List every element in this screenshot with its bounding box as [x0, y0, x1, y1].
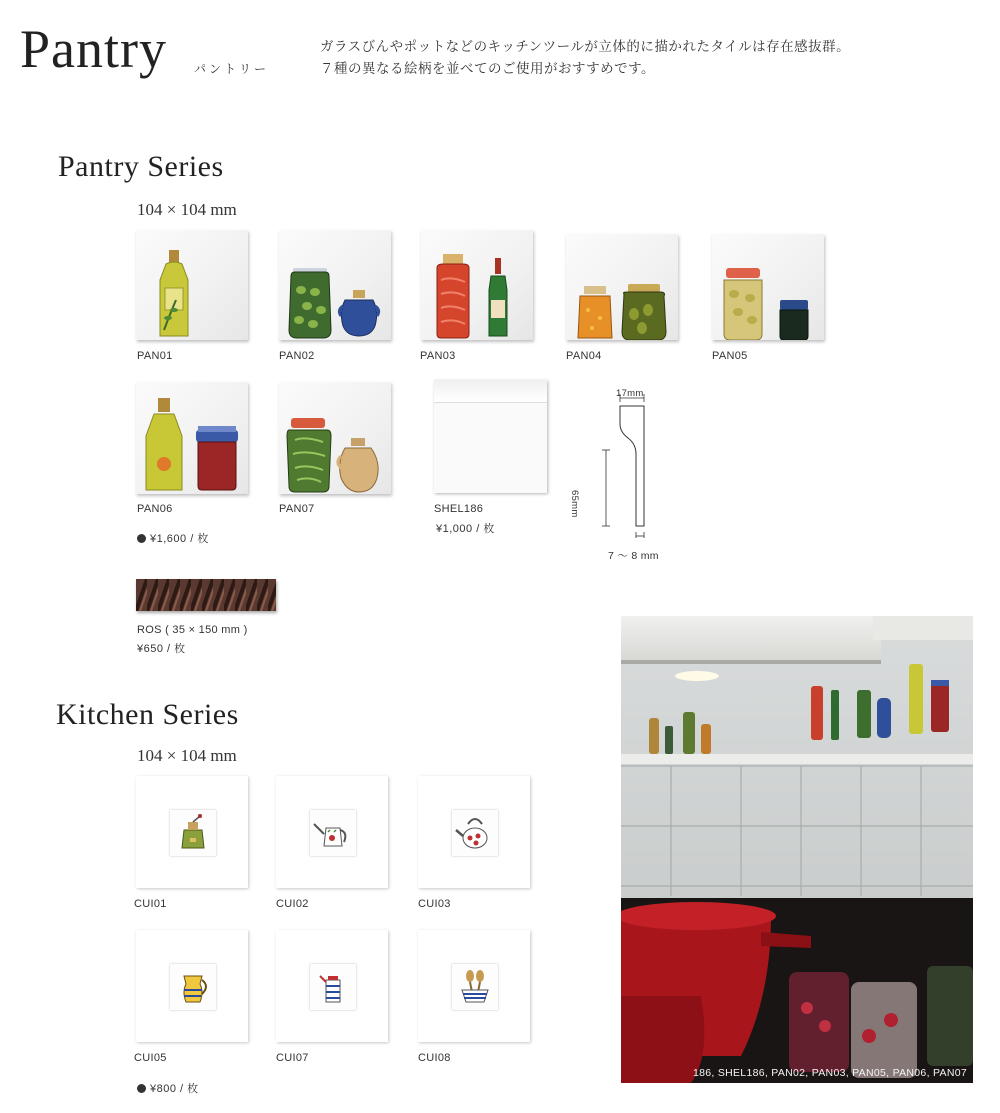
jar-and-urn-icon — [279, 382, 391, 494]
watering-can-icon — [310, 810, 356, 856]
tile-cui07[interactable] — [276, 930, 388, 1042]
intro-line-1: ガラスびんやポットなどのキッチンツールが立体的に描かれたタイルは存在感抜群。 — [320, 39, 851, 54]
shelf-price: ¥1,000 / 枚 — [436, 523, 495, 535]
tile-cui03[interactable] — [418, 776, 530, 888]
tile-code: CUI07 — [276, 1052, 309, 1064]
rope-pattern-icon — [136, 579, 276, 611]
olive-jar-and-pot-icon — [279, 230, 391, 340]
shelf-profile-diagram — [586, 388, 676, 538]
installation-photo — [621, 616, 973, 1083]
kitchen-price-text: ¥800 / 枚 — [150, 1083, 199, 1095]
intro-line-2: ７種の異なる絵柄を並べてのご使用がおすすめです。 — [320, 61, 656, 76]
profile-height-label: 65mm — [569, 490, 580, 518]
bullet-icon — [137, 1084, 146, 1093]
pantry-price-text: ¥1,600 / 枚 — [150, 533, 209, 545]
kettle-icon — [452, 810, 498, 856]
coffee-grinder-icon — [170, 810, 216, 856]
tile-code: PAN05 — [712, 350, 748, 362]
tile-code: CUI02 — [276, 898, 309, 910]
tile-code: PAN07 — [279, 503, 315, 515]
tile-cui08[interactable] — [418, 930, 530, 1042]
pepper-jar-and-sauce-icon — [421, 230, 533, 340]
tile-pan05[interactable] — [712, 234, 824, 340]
tile-code: CUI01 — [134, 898, 167, 910]
cui07-motif — [310, 964, 356, 1010]
kitchen-scene-illustration — [621, 616, 973, 1083]
shelf-lip — [434, 380, 547, 403]
tile-code: PAN06 — [137, 503, 173, 515]
tile-code: PAN04 — [566, 350, 602, 362]
oil-and-jam-icon — [136, 382, 248, 494]
tile-code: CUI03 — [418, 898, 451, 910]
photo-caption: 186, SHEL186, PAN02, PAN03, PAN05, PAN06, PAN07 — [692, 1067, 967, 1079]
pantry-size: 104 × 104 mm — [137, 200, 237, 219]
pantry-price — [137, 530, 209, 546]
rope-code: ROS ( 35 × 150 mm ) — [137, 624, 248, 636]
milk-can-icon — [310, 964, 356, 1010]
kitchen-series-title: Kitchen Series — [56, 698, 239, 731]
jam-jars-icon — [566, 234, 678, 340]
brand-title: Pantry — [20, 19, 167, 79]
cui02-motif — [310, 810, 356, 856]
rope-price: ¥650 / 枚 — [137, 643, 186, 655]
tile-shel186[interactable] — [434, 380, 547, 493]
cui01-motif — [170, 810, 216, 856]
tile-pan04[interactable] — [566, 234, 678, 340]
tile-code: PAN01 — [137, 350, 173, 362]
tile-pan01[interactable] — [136, 230, 248, 340]
bullet-icon — [137, 534, 146, 543]
tile-pan06[interactable] — [136, 382, 248, 494]
tile-code: CUI08 — [418, 1052, 451, 1064]
pickle-jars-icon — [712, 234, 824, 340]
tile-code: PAN03 — [420, 350, 456, 362]
rope-trim-tile[interactable] — [136, 579, 276, 611]
cui08-motif — [452, 964, 498, 1010]
tile-code: PAN02 — [279, 350, 315, 362]
profile-top-label: 17mm — [616, 388, 644, 399]
olive-oil-bottle-icon — [136, 230, 248, 340]
profile-bottom-label: 7 ～ 8 mm — [608, 550, 659, 562]
tile-cui01[interactable] — [136, 776, 248, 888]
tile-pan02[interactable] — [279, 230, 391, 340]
kitchen-price — [137, 1080, 199, 1096]
brand-kana: パントリー — [194, 62, 270, 76]
intro-text — [320, 36, 850, 80]
tile-pan07[interactable] — [279, 382, 391, 494]
tile-cui02[interactable] — [276, 776, 388, 888]
pantry-series-title: Pantry Series — [58, 150, 224, 183]
utensil-pot-icon — [452, 964, 498, 1010]
kitchen-size: 104 × 104 mm — [137, 746, 237, 765]
tile-code: CUI05 — [134, 1052, 167, 1064]
cui05-motif — [170, 964, 216, 1010]
cui03-motif — [452, 810, 498, 856]
pitcher-icon — [170, 964, 216, 1010]
tile-cui05[interactable] — [136, 930, 248, 1042]
shelf-code: SHEL186 — [434, 503, 484, 515]
tile-pan03[interactable] — [421, 230, 533, 340]
